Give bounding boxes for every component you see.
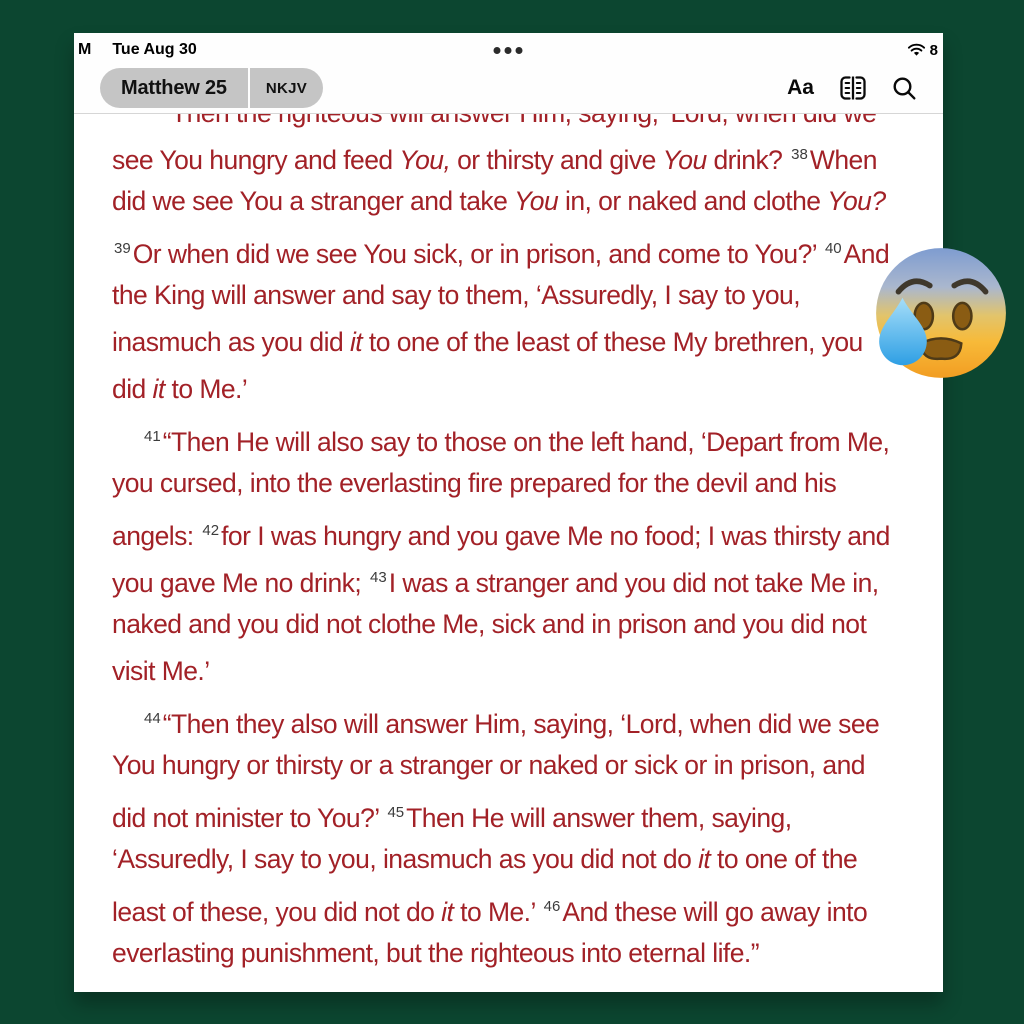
scripture-line: [112, 554, 939, 601]
verse-text: to Me.’: [164, 374, 248, 404]
scripture-line: [112, 319, 939, 366]
scripture-line: [112, 131, 939, 178]
verse-number: 46: [543, 898, 561, 915]
verse-text: to one of the: [710, 844, 858, 874]
verse-text: drink?: [706, 145, 790, 175]
anxious-face-with-sweat-emoji: [869, 242, 1011, 384]
verse-text: And: [843, 239, 890, 269]
status-indicators: [907, 42, 938, 59]
status-bar: [78, 38, 938, 62]
verse-text: And these will go away into: [562, 897, 868, 927]
parallel-bible-icon: [839, 75, 867, 101]
scripture-line: [112, 178, 939, 225]
verse-text: in, or naked and clothe: [558, 186, 828, 216]
verse-text: it: [698, 844, 711, 874]
book-chapter-button[interactable]: Matthew 25: [100, 68, 248, 108]
three-dots-icon[interactable]: [494, 38, 523, 62]
version-button[interactable]: NKJV: [250, 68, 323, 108]
bible-app-window: [74, 33, 943, 992]
verse-text: everlasting punishment, but the righteous into eternal life.”: [112, 938, 760, 968]
scripture-reader[interactable]: [112, 84, 939, 977]
scripture-line: [112, 601, 939, 648]
verse-number: 42: [202, 522, 220, 539]
search-button[interactable]: [892, 76, 917, 101]
scripture-line: [112, 789, 939, 836]
verse-text: “Then they also will answer Him, saying, ‘Lord, when did we see: [162, 709, 880, 739]
verse-number: 41: [144, 428, 161, 445]
verse-number: 40: [824, 240, 842, 257]
search-icon: [892, 76, 917, 101]
verse-number: 43: [370, 569, 387, 586]
scripture-line: [112, 836, 939, 883]
verse-text: I was a stranger and you did not take Me in,: [388, 568, 879, 598]
scripture-line: [112, 225, 939, 272]
verse-text: it: [441, 897, 454, 927]
verse-text: angels:: [112, 521, 201, 551]
parallel-bible-button[interactable]: [839, 75, 867, 101]
book-version-segmented-control: [100, 68, 323, 108]
verse-text: Or when did we see You sick, or in prison, and come to You?’: [132, 239, 823, 269]
verse-number: 39: [114, 240, 131, 257]
verse-text: visit Me.’: [112, 656, 210, 686]
scripture-line: [112, 883, 939, 930]
battery-percent-fragment: 8: [929, 41, 938, 59]
verse-number: 38: [791, 146, 808, 163]
verse-text: You,: [399, 145, 451, 175]
verse-number: 44: [144, 710, 161, 727]
verse-text: it: [152, 374, 165, 404]
toolbar-icons: [787, 75, 917, 101]
verse-text: to Me.’: [453, 897, 542, 927]
verse-text: for I was hungry and you gave Me no food; I was thirsty and: [221, 521, 890, 551]
scripture-line: [112, 648, 939, 695]
verse-text: least of these, you did not do: [112, 897, 442, 927]
verse-text: the King will answer and say to them, ‘Assuredly, I say to you,: [112, 280, 801, 310]
verse-text: You: [514, 186, 559, 216]
scripture-line: [112, 742, 939, 789]
emoji-right-eye: [953, 303, 971, 329]
scripture-line: [112, 930, 939, 977]
font-settings-button[interactable]: Aa: [787, 76, 814, 99]
scripture-line: [112, 507, 939, 554]
verse-text: You hungry or thirsty or a stranger or naked or sick or in prison, and: [112, 750, 865, 780]
verse-number: 45: [387, 804, 405, 821]
scripture-line: [112, 460, 939, 507]
verse-text: did not minister to You?’: [112, 803, 386, 833]
scripture-line: [112, 413, 939, 460]
verse-text: inasmuch as you did: [112, 327, 350, 357]
scripture-line: [112, 695, 939, 742]
verse-text: did we see You a stranger and take: [112, 186, 515, 216]
verse-text: to one of the least of these My brethren, you: [362, 327, 863, 357]
verse-text: “Then He will also say to those on the left hand, ‘Depart from Me,: [162, 427, 890, 457]
verse-text: Then He will answer them, saying,: [406, 803, 792, 833]
verse-text: ‘Assuredly, I say to you, inasmuch as you did not do: [112, 844, 699, 874]
verse-text: see You hungry and feed: [112, 145, 400, 175]
wifi-icon: [907, 43, 926, 57]
app-chrome: [74, 33, 943, 114]
verse-text: naked and you did not clothe Me, sick and in prison and you did not: [112, 609, 867, 639]
verse-text: or thirsty and give: [450, 145, 663, 175]
verse-text: you gave Me no drink;: [112, 568, 368, 598]
verse-text: When: [809, 145, 877, 175]
scripture-line: [112, 272, 939, 319]
status-date: Tue Aug 30: [112, 41, 197, 58]
reader-toolbar: [100, 66, 917, 110]
verse-text: it: [349, 327, 363, 357]
status-time-fragment: M: [78, 41, 92, 58]
verse-text: did: [112, 374, 153, 404]
verse-text: You?: [827, 186, 886, 216]
verse-text: you cursed, into the everlasting fire prepared for the devil and his: [112, 468, 837, 498]
verse-text: You: [662, 145, 707, 175]
scripture-line: [112, 366, 939, 413]
